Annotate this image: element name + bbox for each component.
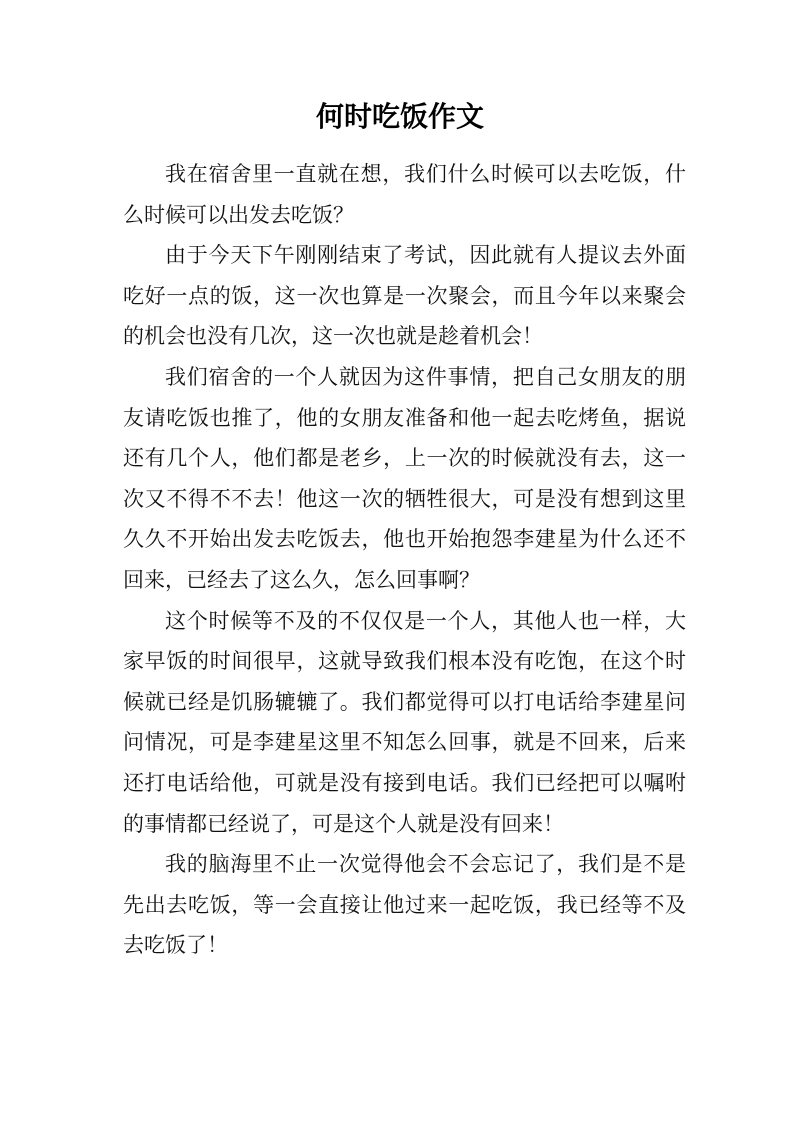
paragraph-4: 这个时候等不及的不仅仅是一个人，其他人也一样，大家早饭的时间很早，这就导致我们根本没有吃饱，在这个时候就已经是饥肠辘辘了。我们都觉得可以打电话给李建星问问情况，可是李建星这里不知怎么回事，就是不回来，后来还打电话给他，可就是没有接到电话。我们已经把可以嘱咐的事情都已经说了，可是这个人就是没有回来！ (123, 608, 686, 836)
document-body (123, 154, 686, 966)
paragraph-2: 由于今天下午刚刚结束了考试，因此就有人提议去外面吃好一点的饭，这一次也算是一次聚会，而且今年以来聚会的机会也没有几次，这一次也就是趁着机会！ (123, 243, 686, 349)
paragraph-3: 我们宿舍的一个人就因为这件事情，把自己女朋友的朋友请吃饭也推了，他的女朋友准备和他一起去吃烤鱼，据说还有几个人，他们都是老乡，上一次的时候就没有去，这一次又不得不不去！他这一次的牺牲很大，可是没有想到这里久久不开始出发去吃饭去，他也开始抱怨李建星为什么还不回来，已经去了这么久，怎么回事啊？ (123, 364, 686, 592)
paragraph-5: 我的脑海里不止一次觉得他会不会忘记了，我们是不是先出去吃饭，等一会直接让他过来一起吃饭，我已经等不及去吃饭了！ (123, 852, 686, 958)
document-title: 何时吃饭作文 (315, 100, 484, 133)
paragraph-1: 我在宿舍里一直就在想，我们什么时候可以去吃饭，什么时候可以出发去吃饭？ (123, 162, 686, 227)
